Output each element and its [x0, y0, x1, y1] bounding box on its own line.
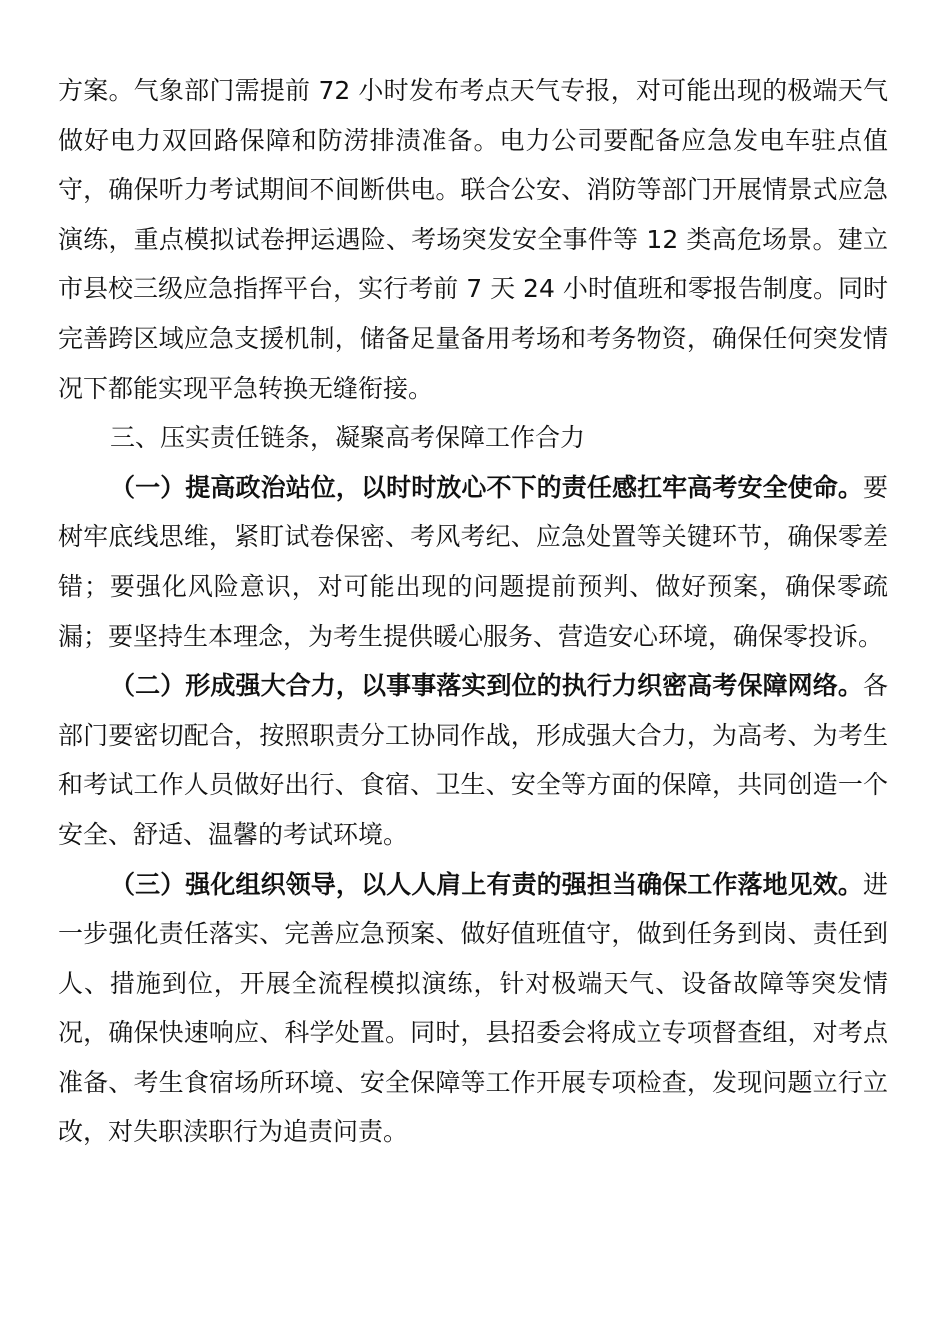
- sub-heading-3: （三）强化组织领导，以人人肩上有责的强担当确保工作落地见效。: [110, 869, 863, 899]
- sub-body-2: 各部门要密切配合，按照职责分工协同作战，形成强大合力，为高考、为考生和考试工作人员做好出行、食宿、卫生、安全等方面的保障，共同创造一个安全、舒适、温馨的考试环境。: [58, 671, 888, 849]
- sub-heading-1: （一）提高政治站位，以时时放心不下的责任感扛牢高考安全使命。: [110, 472, 863, 502]
- sub-section-1: [58, 463, 888, 661]
- document-page: [58, 66, 888, 1157]
- sub-section-2: [58, 661, 888, 859]
- body-paragraph-continued: 方案。气象部门需提前 72 小时发布考点天气专报，对可能出现的极端天气做好电力双回路保障和防涝排渍准备。电力公司要配备应急发电车驻点值守，确保听力考试期间不间断供电。联合公安、消防等部门开展情景式应急演练，重点模拟试卷押运遇险、考场突发安全事件等 12 类高危场景。建立市县校三级应急指挥平台，实行考前 7 天 24 小时值班和零报告制度。同时完善跨区域应急支援机制，储备足量备用考场和考务物资，确保任何突发情况下都能实现平急转换无缝衔接。: [58, 76, 888, 403]
- sub-body-1: 要树牢底线思维，紧盯试卷保密、考风考纪、应急处置等关键环节，确保零差错；要强化风险意识，对可能出现的问题提前预判、做好预案，确保零疏漏；要坚持生本理念，为考生提供暖心服务、营造安心环境，确保零投诉。: [58, 472, 888, 651]
- sub-section-3: [58, 860, 888, 1158]
- section-heading: 三、压实责任链条，凝聚高考保障工作合力: [110, 423, 586, 453]
- sub-heading-2: （二）形成强大合力，以事事落实到位的执行力织密高考保障网络。: [110, 671, 863, 701]
- sub-body-3: 进一步强化责任落实、完善应急预案、做好值班值守，做到任务到岗、责任到人、措施到位，开展全流程模拟演练，针对极端天气、设备故障等突发情况，确保快速响应、科学处置。同时，县招委会将成立专项督查组，对考点准备、考生食宿场所环境、安全保障等工作开展专项检查，发现问题立行立改，对失职渎职行为追责问责。: [58, 869, 888, 1147]
